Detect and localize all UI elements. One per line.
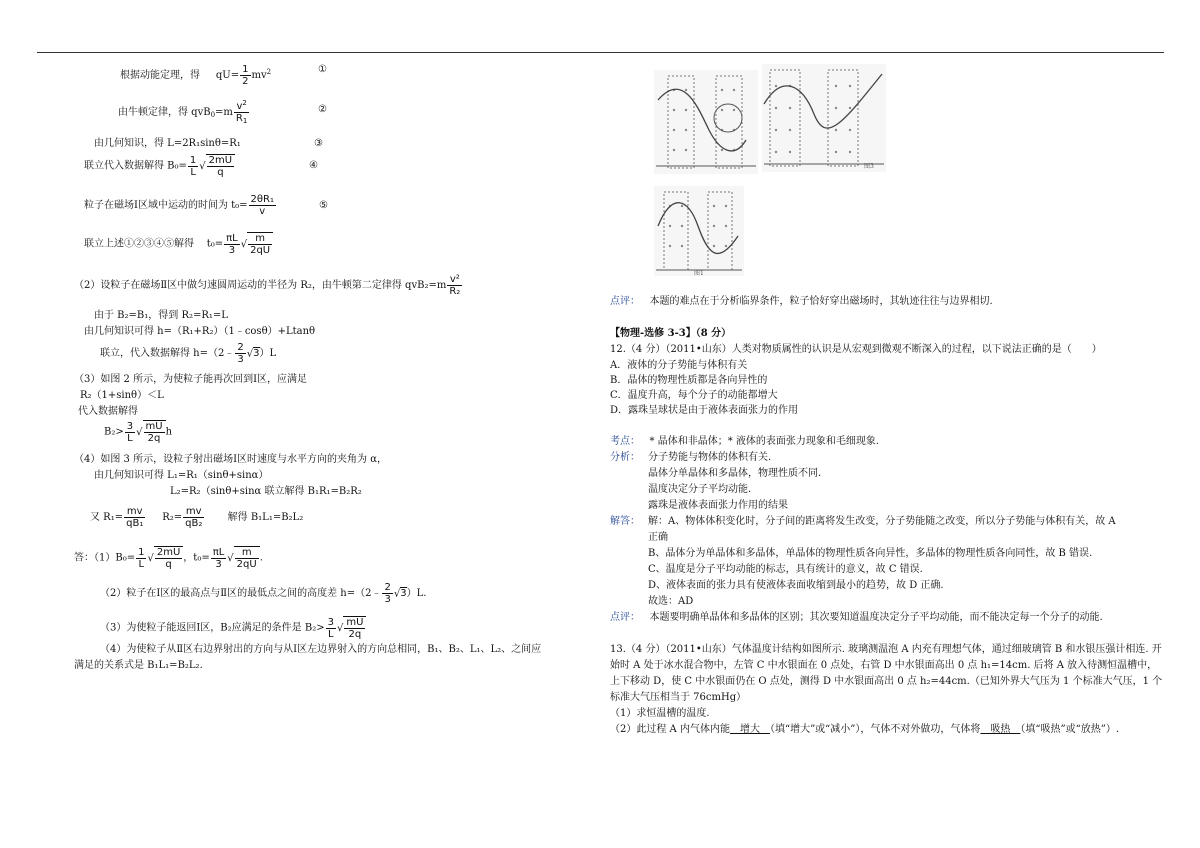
answer-line2: （2）粒子在Ⅰ区的最高点与Ⅱ区的最低点之间的高度差 h=（2﹣ $\frac{2}{3}$ √3）L.	[100, 582, 427, 605]
line-solve-b0: 联立代入数据解得 B₀= $\frac{1}{L}$ √ $\frac{2mU}{q}$ ④	[84, 154, 318, 178]
figure-3-caption: 图3	[864, 163, 874, 170]
jieda-line2: 正确	[648, 532, 668, 543]
part2-line1: （2）设粒子在磁场Ⅱ区中做匀速圆周运动的半径为 R₂，由牛顿第二定律得 qvB₂=m $\frac{\text{v²}}{\text{R₂}}$	[74, 274, 461, 297]
fenxi-line4: 露珠是液体表面张力作用的结果	[648, 500, 788, 511]
answer-line1: 答：（1）B₀= $\frac{1}{L}$ √ $\frac{2mU}{q}$ ，t₀= $\frac{\pi L}{3}$ √ $\frac{m}{2qU}$ .	[74, 546, 263, 570]
answer-line4a: （4）为使粒子从Ⅱ区右边界射出的方向与从Ⅰ区左边界射入的方向总相同，B₁、B₂、L₁、L₂、之间应	[100, 644, 542, 655]
q12-option-b: B．晶体的物理性质都是各向异性的	[610, 375, 768, 386]
answer-line4b: 满足的关系式是 B₁L₁=B₂L₂.	[74, 660, 203, 671]
figure-1-diagram	[654, 186, 744, 276]
line-geometry: 由几何知识，得 L=2R₁sinθ=R₁ ③	[94, 138, 323, 149]
blank-answer-1: 增大	[729, 724, 770, 735]
figure-2-diagram	[654, 70, 758, 174]
part3-line2: R₂（1+sinθ）＜L	[80, 390, 164, 401]
part3-line4: B₂> $\frac{3}{L}$ √ $\frac{mU}{2q}$ h	[104, 420, 173, 444]
q13-line6: （2）此过程 A 内气体内能 增大 （填“增大”或“减小”），气体不对外做功，气体将 吸热 （填“吸热”或“放热”）.	[610, 724, 1120, 735]
figure-1-caption: 图1	[694, 270, 704, 276]
q12-option-c: C．温度升高，每个分子的动能都增大	[610, 390, 778, 401]
section-title: 【物理-选修 3-3】（8 分）	[610, 328, 732, 339]
header-rule	[37, 52, 1164, 53]
q13-line3: 上下移动 D，使 C 中水银面仍在 O 点处，测得 D 中水银面高出 0 点 h₂=44cm.（已知外界大气压为 1 个标准大气压，1 个	[610, 676, 1163, 687]
kaodian: 考点： * 晶体和非晶体；* 液体的表面张力现象和毛细现象.	[610, 436, 880, 447]
line-kinetic-theorem: 根据动能定理，得 qU= $\frac{1}{2}$ $mv^2$ ①	[120, 64, 327, 87]
q13-line1: 13.（4 分）（2011•山东）气体温度计结构如图所示. 玻璃测温泡 A 内充有理想气体，通过细玻璃管 B 和水银压强计相连. 开	[610, 644, 1162, 655]
q12-stem: 12.（4 分）（2011•山东）人类对物质属性的认识是从宏观到微观不断深入的过程，以下说法正确的是（ ）	[610, 344, 1102, 355]
q13-line4: 标准大气压相当于 76cmHg）	[610, 692, 747, 703]
jieda-line1: 解：A、物体体积变化时，分子间的距离将发生改变，分子势能随之改变，所以分子势能与体积有关，故 A	[648, 516, 1116, 527]
part2-line4: 联立，代入数据解得 h=（2﹣ $\frac{2}{3}$ √3）L	[100, 342, 277, 365]
q13-line2: 始时 A 处于冰水混合物中，左管 C 中水银面在 0 点处，右管 D 中水银面高出 0 点 h₁=14cm. 后将 A 放入待测恒温槽中，	[610, 660, 1158, 671]
part4-line4: 又 R₁= $\frac{mv}{\text{qB₁}}$ R₂= $\frac{mv}{\text{qB₂}}$ 解得 B₁L₁=B₂L₂	[90, 506, 304, 529]
part2-line2: 由于 B₂=B₁，得到 R₂=R₁=L	[94, 310, 228, 321]
line-newton-law: 由牛顿定律，得 qvB$_0$=m $\frac{v^2}{R_1}$ ②	[118, 99, 327, 125]
blank-answer-2: 吸热	[980, 724, 1021, 735]
q13-line5: （1）求恒温槽的温度.	[610, 708, 710, 719]
fenxi-line3: 温度决定分子平均动能.	[648, 484, 752, 495]
fenxi-label: 分析：	[610, 452, 640, 463]
jieda-line3: B、晶体分为单晶体和多晶体，单晶体的物理性质各向异性，多晶体的物理性质各向同性，故 B 错误.	[648, 548, 1093, 559]
dianping-2: 点评： 本题要明确单晶体和多晶体的区别；其次要知道温度决定分子平均动能，而不能决定每一个分子的动能.	[610, 612, 1103, 623]
fenxi-line1: 分子势能与物体的体积有关.	[648, 452, 772, 463]
jieda-line4: C、温度是分子平均动能的标志，具有统计的意义，故 C 错误.	[648, 564, 923, 575]
part4-line2: 由几何知识可得 L₁=R₁（sinθ+sinα）	[94, 470, 269, 481]
jieda-label: 解答：	[610, 516, 640, 527]
part4-line3: L₂=R₂（sinθ+sinα 联立解得 B₁R₁=B₂R₂	[170, 486, 362, 497]
q12-option-d: D．露珠呈球状是由于液体表面张力的作用	[610, 405, 799, 416]
q12-option-a: A．液体的分子势能与体积有关	[610, 360, 748, 371]
dianping-1: 点评： 本题的难点在于分析临界条件，粒子恰好穿出磁场时，其轨迹往往与边界相切.	[610, 296, 993, 307]
part4-line1: （4）如图 3 所示，设粒子射出磁场Ⅰ区时速度与水平方向的夹角为 α，	[74, 454, 387, 465]
jieda-line5: D、液体表面的张力具有使液体表面收缩到最小的趋势，故 D 正确.	[648, 580, 944, 591]
part3-line3: 代入数据解得	[78, 406, 138, 417]
answer-line3: （3）为使粒子能返回Ⅰ区，B₂应满足的条件是 B₂> $\frac{3}{L}$ √ $\frac{mU}{2q}$	[100, 616, 366, 640]
figure-3-diagram	[762, 64, 886, 172]
part2-line3: 由几何知识可得 h=（R₁+R₂）（1﹣cosθ）+Ltanθ	[84, 326, 316, 337]
jieda-line6: 故选：AD	[648, 596, 694, 607]
line-time-t0: 粒子在磁场Ⅰ区域中运动的时间为 t₀= $\frac{\text{2θR₁}}{v}$ ⑤	[84, 194, 328, 217]
part3-line1: （3）如图 2 所示，为使粒子能再次回到Ⅰ区，应满足	[74, 374, 308, 385]
line-solve-t0: 联立上述①②③④⑤解得 t₀= $\frac{\pi L}{3}$ √ $\frac{m}{2qU}$	[84, 232, 273, 256]
fenxi-line2: 晶体分单晶体和多晶体，物理性质不同.	[648, 468, 822, 479]
